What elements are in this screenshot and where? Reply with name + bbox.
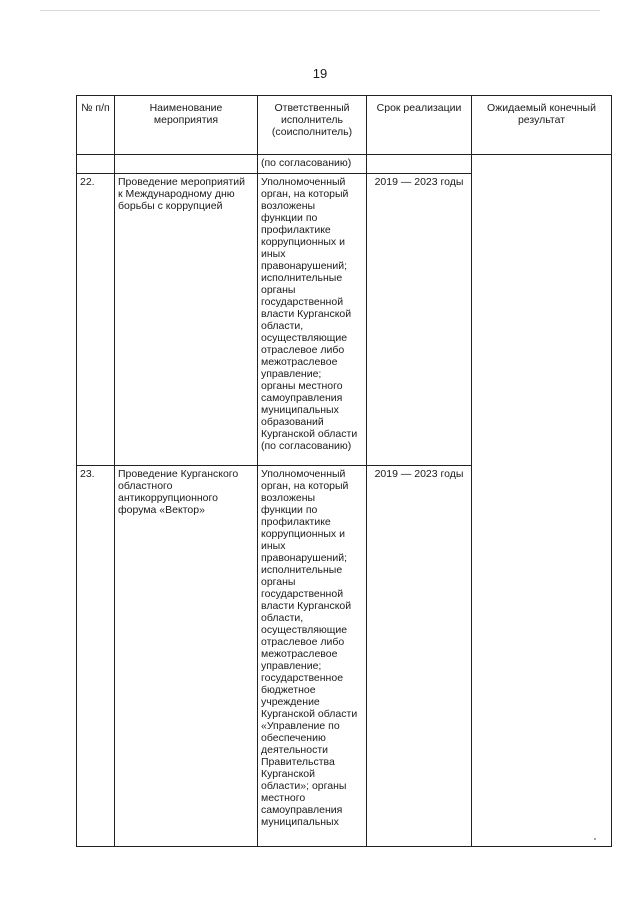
cell-event-name: Проведение Курганского областного антикоррупционного форума «Вектор» bbox=[115, 466, 258, 847]
cell-number: 22. bbox=[77, 174, 115, 466]
cell-event-name: Проведение мероприятий к Международному дню борьбы с коррупцией bbox=[115, 174, 258, 466]
cell-term bbox=[367, 155, 472, 174]
cell-event-name bbox=[115, 155, 258, 174]
cell-number bbox=[77, 155, 115, 174]
cell-number: 23. bbox=[77, 466, 115, 847]
scan-speck bbox=[594, 838, 596, 840]
cell-term: 2019 — 2023 годы bbox=[367, 466, 472, 847]
cell-result bbox=[472, 155, 612, 847]
page-number: 19 bbox=[312, 66, 328, 81]
cell-term: 2019 — 2023 годы bbox=[367, 174, 472, 466]
header-executor: Ответственный исполнитель (соисполнитель) bbox=[258, 96, 367, 155]
header-term: Срок реализации bbox=[367, 96, 472, 155]
table-header-row bbox=[77, 96, 612, 155]
scan-edge-line bbox=[40, 10, 600, 11]
header-number: № п/п bbox=[77, 96, 115, 155]
table-row-continuation bbox=[77, 155, 612, 174]
cell-executor: Уполномоченный орган, на который возложены функции по профилактике коррупционных и иных правонарушений; исполнительные органы государственной власти Курганской области, осуществляющие отраслевое либо межотраслевое управление; органы местного самоуправления муниципальных образований Курганской области (по согласованию) bbox=[258, 174, 367, 466]
cell-executor: (по согласованию) bbox=[258, 155, 367, 174]
measures-table bbox=[76, 95, 612, 847]
cell-executor: Уполномоченный орган, на который возложены функции по профилактике коррупционных и иных правонарушений; исполнительные органы государственной власти Курганской области, осуществляющие отраслевое либо межотраслевое управление; государственное бюджетное учреждение Курганской области «Управление по обеспечению деятельности Правительства Курганской области»; органы местного самоуправления муниципальных bbox=[258, 466, 367, 847]
header-event-name: Наименование мероприятия bbox=[115, 96, 258, 155]
header-result: Ожидаемый конечный результат bbox=[472, 96, 612, 155]
